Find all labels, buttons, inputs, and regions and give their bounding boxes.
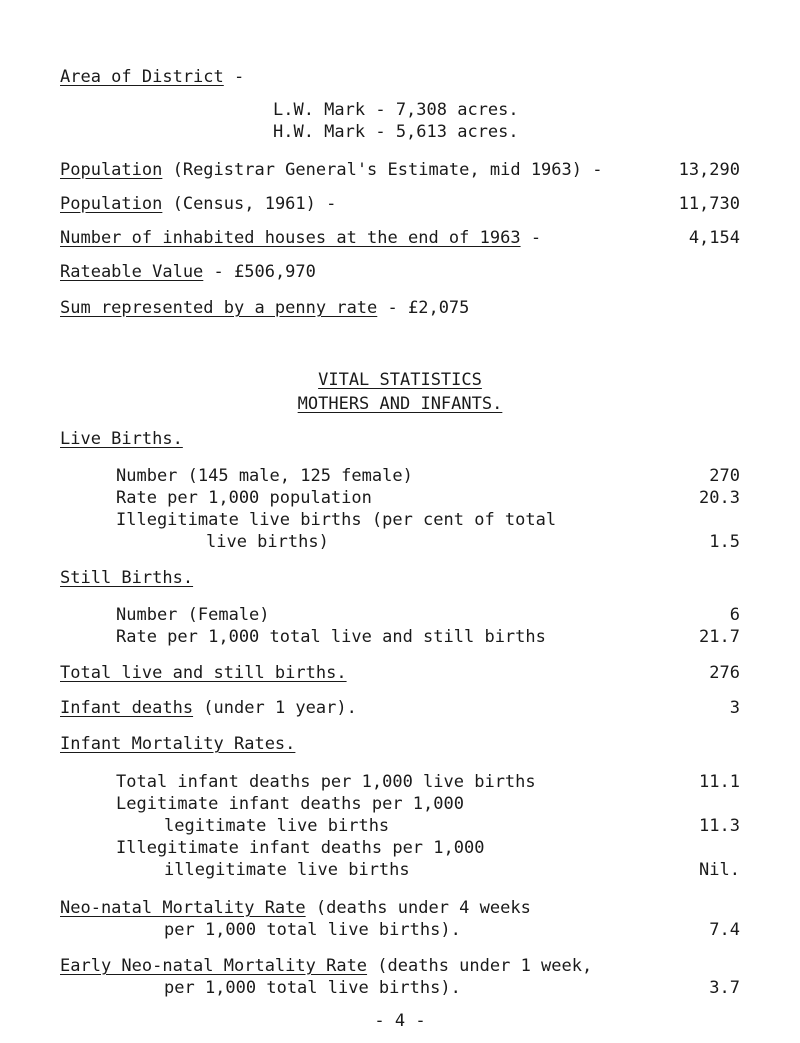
rateable-value-label: Rateable Value: [60, 262, 204, 282]
inhabited-houses-text: -: [520, 228, 542, 248]
hw-mark-line: H.W. Mark - 5,613 acres.: [273, 122, 519, 142]
still-births-heading-wrap: [60, 567, 193, 589]
live-births-illegit-label-2: live births): [206, 532, 329, 552]
still-births-number-label: Number (Female): [116, 605, 270, 625]
infant-mortality-illegit-label-1: Illegitimate infant deaths per 1,000: [116, 838, 485, 858]
inhabited-houses-label: Number of inhabited houses at the end of 1963: [60, 228, 521, 248]
population-estimate-label: Population: [60, 160, 163, 180]
infant-deaths-label: Infant deaths: [60, 698, 194, 718]
still-births-heading: Still Births.: [60, 568, 194, 588]
infant-mortality-legit-label-2: legitimate live births: [164, 816, 390, 836]
population-census-text: (Census, 1961) -: [162, 194, 337, 214]
live-births-rate-label: Rate per 1,000 population: [116, 488, 372, 508]
population-census-value: 11,730: [678, 194, 740, 214]
still-births-rate-label: Rate per 1,000 total live and still births: [116, 627, 546, 647]
infant-deaths-text: (under 1 year).: [193, 698, 357, 718]
infant-mortality-legit-label-1: Legitimate infant deaths per 1,000: [116, 794, 464, 814]
infant-mortality-legit-value: 11.3: [699, 816, 740, 836]
early-neo-natal-text-2: per 1,000 total live births).: [164, 978, 461, 998]
live-births-heading-wrap: [60, 428, 183, 450]
infant-mortality-illegit-label-2: illegitimate live births: [164, 860, 410, 880]
infant-mortality-heading-wrap: [60, 733, 295, 755]
neo-natal-text-1: (deaths under 4 weeks: [305, 898, 531, 918]
neo-natal-label: Neo-natal Mortality Rate: [60, 898, 306, 918]
mothers-infants-subtitle: MOTHERS AND INFANTS.: [297, 394, 503, 414]
infant-deaths-value: 3: [729, 698, 740, 718]
vital-statistics-title-wrap: [0, 369, 800, 391]
live-births-illegit-label-1: Illegitimate live births (per cent of total: [116, 510, 557, 530]
inhabited-houses-line: [60, 227, 541, 249]
area-heading-line: [60, 66, 244, 88]
penny-rate-line: [60, 297, 469, 319]
total-births-label: Total live and still births.: [60, 663, 347, 683]
early-neo-natal-label: Early Neo-natal Mortality Rate: [60, 956, 368, 976]
penny-rate-text: - £2,075: [377, 298, 470, 318]
population-census-line: [60, 193, 336, 215]
area-heading: Area of District: [60, 67, 224, 87]
infant-mortality-total-label: Total infant deaths per 1,000 live births: [116, 772, 536, 792]
population-estimate-text: (Registrar General's Estimate, mid 1963) -: [162, 160, 603, 180]
neo-natal-value: 7.4: [709, 920, 740, 940]
live-births-illegit-value: 1.5: [709, 532, 740, 552]
total-births-value: 276: [709, 663, 740, 683]
population-census-label: Population: [60, 194, 163, 214]
still-births-number-value: 6: [729, 605, 740, 625]
total-births-wrap: [60, 662, 347, 684]
neo-natal-line-1: [60, 897, 531, 919]
infant-mortality-heading: Infant Mortality Rates.: [60, 734, 296, 754]
neo-natal-text-2: per 1,000 total live births).: [164, 920, 461, 940]
infant-mortality-illegit-value: Nil.: [699, 860, 740, 880]
rateable-value-text: - £506,970: [203, 262, 316, 282]
still-births-rate-value: 21.7: [699, 627, 740, 647]
penny-rate-label: Sum represented by a penny rate: [60, 298, 378, 318]
vital-statistics-title: VITAL STATISTICS: [318, 370, 482, 390]
live-births-heading: Live Births.: [60, 429, 183, 449]
live-births-number-label: Number (145 male, 125 female): [116, 466, 413, 486]
mothers-infants-subtitle-wrap: [0, 393, 800, 415]
early-neo-natal-line-1: [60, 955, 592, 977]
area-heading-dash: -: [223, 67, 245, 87]
early-neo-natal-text-1: (deaths under 1 week,: [367, 956, 593, 976]
infant-mortality-total-value: 11.1: [699, 772, 740, 792]
page-number: - 4 -: [374, 1011, 426, 1031]
early-neo-natal-value: 3.7: [709, 978, 740, 998]
inhabited-houses-value: 4,154: [688, 228, 740, 248]
population-estimate-line: [60, 159, 602, 181]
lw-mark-line: L.W. Mark - 7,308 acres.: [273, 100, 519, 120]
rateable-value-line: [60, 261, 316, 283]
population-estimate-value: 13,290: [678, 160, 740, 180]
infant-deaths-line: [60, 697, 357, 719]
live-births-rate-value: 20.3: [699, 488, 740, 508]
live-births-number-value: 270: [709, 466, 740, 486]
